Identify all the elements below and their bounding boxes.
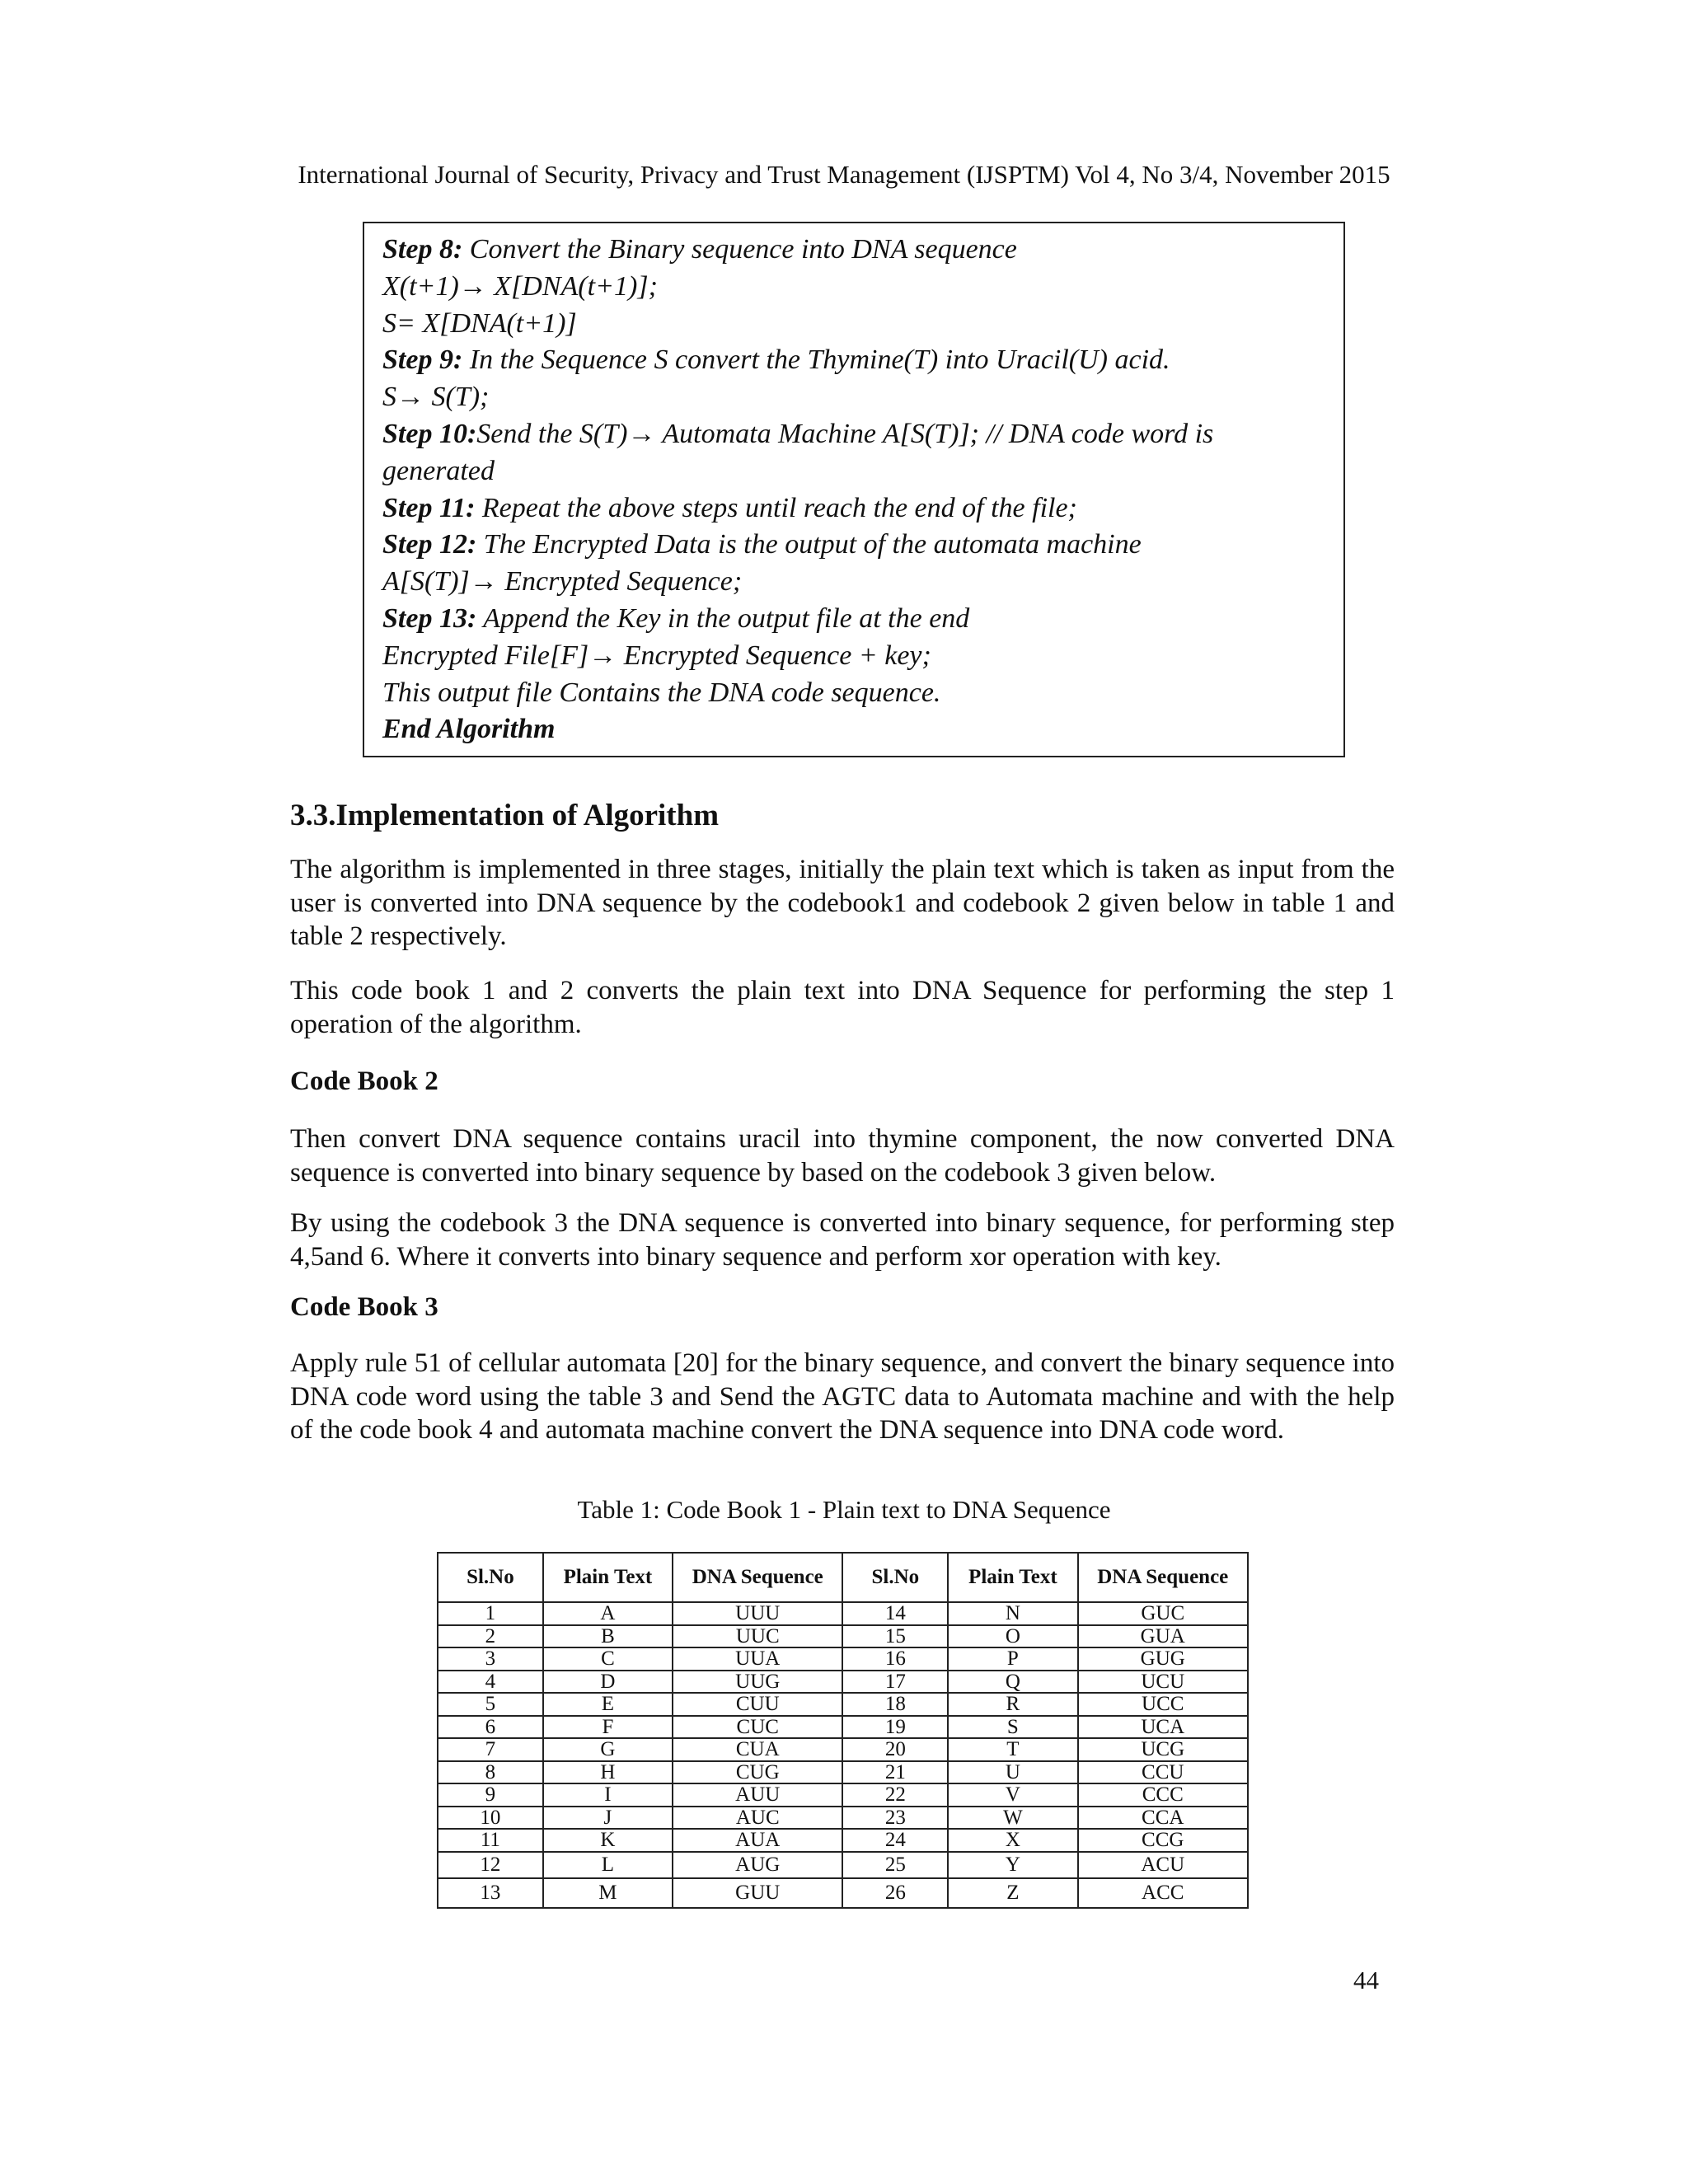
algorithm-step-text: generated: [382, 455, 495, 486]
table-row: [438, 1625, 1248, 1648]
table-cell: UCC: [1078, 1693, 1248, 1716]
table-cell: 16: [842, 1647, 948, 1671]
algorithm-line: [382, 490, 1325, 527]
table-cell: Y: [948, 1852, 1077, 1878]
algorithm-box: [363, 222, 1345, 757]
table-row: [438, 1671, 1248, 1694]
table-cell: 10: [438, 1807, 543, 1830]
table-cell: A: [543, 1602, 673, 1625]
paragraph-codebook-usage: This code book 1 and 2 converts the plain text into DNA Sequence for performing the step 1 operation of the algorithm.: [290, 976, 1395, 1039]
table-cell: 21: [842, 1761, 948, 1784]
table-cell: 4: [438, 1671, 543, 1694]
table-cell: 23: [842, 1807, 948, 1830]
table-row: [438, 1807, 1248, 1830]
table-cell: F: [543, 1716, 673, 1739]
table-cell: I: [543, 1783, 673, 1807]
table-cell: 15: [842, 1625, 948, 1648]
running-header: International Journal of Security, Privacy and Trust Management (IJSPTM) Vol 4, No 3/4, November 2015: [298, 160, 1390, 189]
table-cell: 18: [842, 1693, 948, 1716]
algorithm-step-label: End Algorithm: [382, 714, 556, 745]
algorithm-line: [382, 638, 1325, 675]
table-cell: CUC: [673, 1716, 842, 1739]
section-heading: 3.3.Implementation of Algorithm: [290, 799, 720, 832]
header-cell: DNA Sequence: [673, 1553, 842, 1602]
table-cell: U: [948, 1761, 1077, 1784]
table-row: [438, 1602, 1248, 1625]
table-cell: R: [948, 1693, 1077, 1716]
table-cell: AUA: [673, 1829, 842, 1852]
header-cell: Plain Text: [543, 1553, 673, 1602]
table-cell: Z: [948, 1878, 1077, 1908]
algorithm-step-text: Convert the Binary sequence into DNA sequence: [462, 234, 1017, 265]
paragraph-binary-conversion: By using the codebook 3 the DNA sequence is converted into binary sequence, for performing step 4,5and 6. Where it converts into binary sequence and perform xor operation with key.: [290, 1208, 1395, 1272]
table-row: [438, 1852, 1248, 1878]
table-cell: CCC: [1078, 1783, 1248, 1807]
table-cell: M: [543, 1878, 673, 1908]
table-cell: 5: [438, 1693, 543, 1716]
algorithm-step-text: Send the S(T)→ Automata Machine A[S(T)]; // DNA code word is: [476, 418, 1214, 449]
table-cell: UCA: [1078, 1716, 1248, 1739]
algorithm-step-label: Step 9:: [382, 344, 463, 376]
algorithm-line: [382, 342, 1325, 379]
table-cell: C: [543, 1647, 673, 1671]
table-cell: UUC: [673, 1625, 842, 1648]
algorithm-line: [382, 711, 1325, 748]
table-cell: 12: [438, 1852, 543, 1878]
table-cell: 14: [842, 1602, 948, 1625]
table-cell: 26: [842, 1878, 948, 1908]
table-cell: W: [948, 1807, 1077, 1830]
algorithm-step-text: X(t+1)→ X[DNA(t+1)];: [382, 270, 658, 302]
algorithm-step-label: Step 13:: [382, 602, 477, 634]
algorithm-step-text: Append the Key in the output file at the end: [476, 602, 970, 634]
table-cell: G: [543, 1738, 673, 1761]
paragraph-uracil-thymine: Then convert DNA sequence contains uracil into thymine component, the now converted DNA sequence is converted into binary sequence by based on the codebook 3 given below.: [290, 1124, 1395, 1188]
table-cell: X: [948, 1829, 1077, 1852]
table-row: [438, 1829, 1248, 1852]
paragraph-intro: The algorithm is implemented in three stages, initially the plain text which is taken as input from the user is converted into DNA sequence by the codebook1 and codebook 2 given below in table 1 and table 2 respectively.: [290, 855, 1395, 951]
code-book-1-table: [437, 1552, 1249, 1909]
table-cell: CCU: [1078, 1761, 1248, 1784]
table-cell: 9: [438, 1783, 543, 1807]
algorithm-line: [382, 306, 1325, 343]
algorithm-step-label: Step 11:: [382, 492, 476, 523]
table-cell: UUA: [673, 1647, 842, 1671]
table-cell: 22: [842, 1783, 948, 1807]
table-cell: 7: [438, 1738, 543, 1761]
table-caption: Table 1: Code Book 1 - Plain text to DNA Sequence: [577, 1495, 1111, 1524]
table-cell: 24: [842, 1829, 948, 1852]
table-cell: 3: [438, 1647, 543, 1671]
table-cell: 17: [842, 1671, 948, 1694]
table-cell: 6: [438, 1716, 543, 1739]
table-cell: K: [543, 1829, 673, 1852]
algorithm-step-label: Step 10:: [382, 418, 477, 449]
table-cell: 11: [438, 1829, 543, 1852]
algorithm-step-text: This output file Contains the DNA code sequence.: [382, 677, 941, 708]
paragraph-cellular-automata: Apply rule 51 of cellular automata [20] for the binary sequence, and convert the binary sequence into DNA code word using the table 3 and Send the AGTC data to Automata machine and with the help of the code book 4 and automata machine convert the DNA sequence into DNA code word.: [290, 1348, 1395, 1445]
table-cell: 25: [842, 1852, 948, 1878]
table-cell: AUC: [673, 1807, 842, 1830]
table-cell: UUU: [673, 1602, 842, 1625]
table-cell: UUG: [673, 1671, 842, 1694]
table-cell: 19: [842, 1716, 948, 1739]
table-header-row: [438, 1553, 1248, 1602]
algorithm-step-text: S= X[DNA(t+1)]: [382, 307, 577, 339]
algorithm-line: [382, 564, 1325, 601]
page-number: 44: [1353, 1966, 1379, 1994]
table-cell: UCU: [1078, 1671, 1248, 1694]
table-cell: V: [948, 1783, 1077, 1807]
header-cell: Sl.No: [438, 1553, 543, 1602]
header-cell: DNA Sequence: [1078, 1553, 1248, 1602]
table-cell: 20: [842, 1738, 948, 1761]
table-cell: 1: [438, 1602, 543, 1625]
table-cell: J: [543, 1807, 673, 1830]
table-cell: AUG: [673, 1852, 842, 1878]
table-cell: B: [543, 1625, 673, 1648]
header-cell: Sl.No: [842, 1553, 948, 1602]
table-row: [438, 1761, 1248, 1784]
table-cell: D: [543, 1671, 673, 1694]
algorithm-step-text: S→ S(T);: [382, 382, 490, 413]
algorithm-step-label: Step 8:: [382, 234, 463, 265]
table-cell: 8: [438, 1761, 543, 1784]
algorithm-step-text: Encrypted File[F]→ Encrypted Sequence + key;: [382, 640, 931, 671]
algorithm-step-label: Step 12:: [382, 529, 477, 560]
table-row: [438, 1693, 1248, 1716]
algorithm-line: [382, 379, 1325, 416]
table-row: [438, 1647, 1248, 1671]
table-cell: 2: [438, 1625, 543, 1648]
header-cell: Plain Text: [948, 1553, 1077, 1602]
table-cell: L: [543, 1852, 673, 1878]
algorithm-step-text: Repeat the above steps until reach the end of the file;: [475, 492, 1077, 523]
table-cell: Q: [948, 1671, 1077, 1694]
table-cell: N: [948, 1602, 1077, 1625]
table-cell: P: [948, 1647, 1077, 1671]
subheading-code-book-2: Code Book 2: [290, 1066, 438, 1096]
table-cell: CUU: [673, 1693, 842, 1716]
algorithm-line: [382, 601, 1325, 638]
table-cell: 13: [438, 1878, 543, 1908]
table-row: [438, 1878, 1248, 1908]
table-cell: GUA: [1078, 1625, 1248, 1648]
algorithm-line: [382, 269, 1325, 306]
table-cell: ACU: [1078, 1852, 1248, 1878]
table-cell: GUU: [673, 1878, 842, 1908]
algorithm-line: [382, 675, 1325, 712]
table-cell: E: [543, 1693, 673, 1716]
table-cell: CCG: [1078, 1829, 1248, 1852]
table-cell: CUG: [673, 1761, 842, 1784]
algorithm-step-text: A[S(T)]→ Encrypted Sequence;: [382, 566, 743, 598]
table-row: [438, 1716, 1248, 1739]
table-cell: GUG: [1078, 1647, 1248, 1671]
algorithm-line: [382, 527, 1325, 564]
algorithm-line: [382, 453, 1325, 490]
table-row: [438, 1783, 1248, 1807]
table-cell: S: [948, 1716, 1077, 1739]
table-cell: GUC: [1078, 1602, 1248, 1625]
algorithm-step-text: The Encrypted Data is the output of the automata machine: [476, 529, 1142, 560]
table-cell: ACC: [1078, 1878, 1248, 1908]
table-cell: H: [543, 1761, 673, 1784]
algorithm-line: [382, 232, 1325, 269]
algorithm-line: [382, 416, 1325, 453]
table-cell: CCA: [1078, 1807, 1248, 1830]
table-cell: AUU: [673, 1783, 842, 1807]
table-cell: T: [948, 1738, 1077, 1761]
table-cell: CUA: [673, 1738, 842, 1761]
table-cell: UCG: [1078, 1738, 1248, 1761]
subheading-code-book-3: Code Book 3: [290, 1292, 438, 1322]
table-row: [438, 1738, 1248, 1761]
table-cell: O: [948, 1625, 1077, 1648]
algorithm-step-text: In the Sequence S convert the Thymine(T) into Uracil(U) acid.: [462, 344, 1170, 376]
